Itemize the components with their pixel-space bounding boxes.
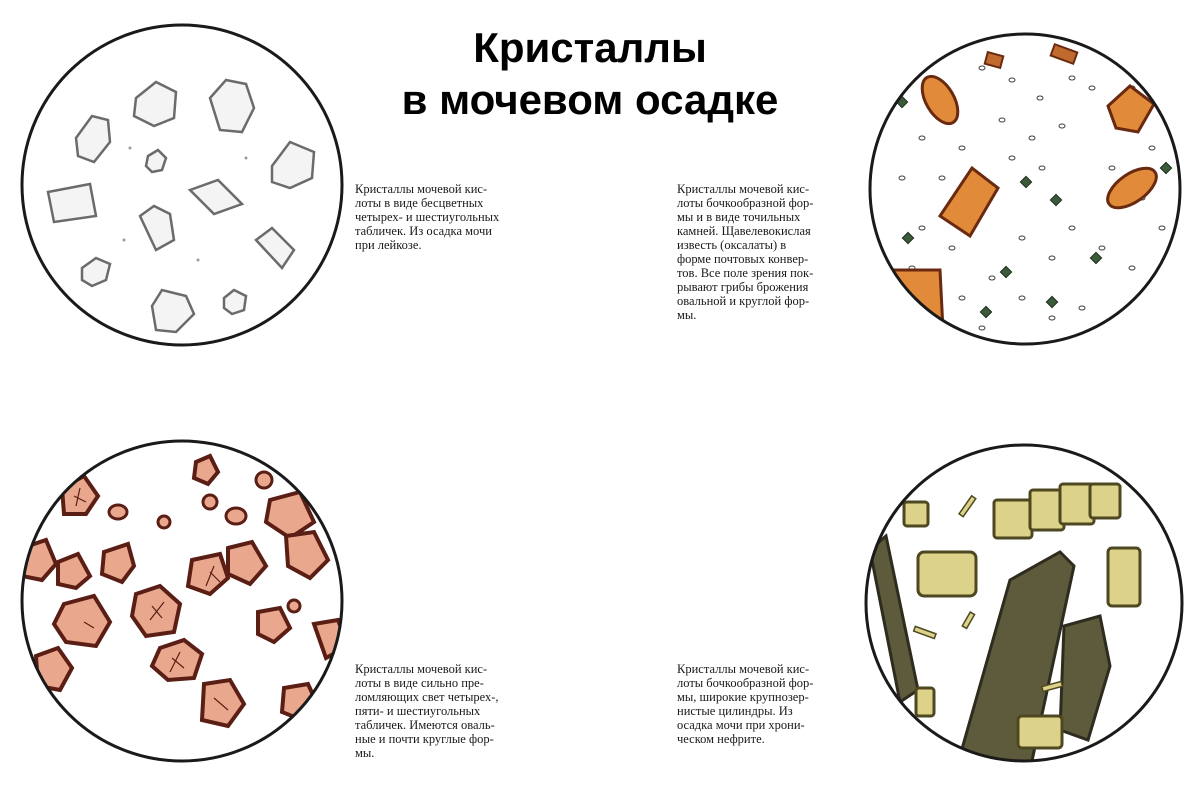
barrel-crystal bbox=[1018, 716, 1062, 748]
barrel-crystal bbox=[994, 500, 1032, 538]
plate-bottom-right bbox=[860, 440, 1188, 766]
barrel-crystal bbox=[876, 270, 944, 350]
crystal-oval bbox=[226, 508, 246, 524]
plate-top-right-caption: Кристаллы мочевой кис- лоты бочкообразной фор- мы и в виде точильных камней. Щавелевокислая известь (оксалаты) в форме почтовых конвер- тов. Все поле зрения пок- рывают грибы брожения овальной и круглой фор- мы. bbox=[677, 182, 814, 322]
barrel-crystal bbox=[1090, 484, 1120, 518]
page-title-line-2: в мочевом осадке bbox=[401, 76, 779, 123]
page-title bbox=[330, 22, 850, 126]
crystal-oval bbox=[109, 505, 127, 519]
microscope-field-refracting-crystals bbox=[14, 436, 350, 766]
plate-bottom-right-caption: Кристаллы мочевой кис- лоты бочкообразной фор- мы, широкие крупнозер- нистые цилиндры. Из осадка мочи при хрони- ческом нефрите. bbox=[677, 662, 814, 746]
microscope-field-colorless-crystals bbox=[14, 20, 350, 350]
plate-top-right bbox=[862, 28, 1188, 350]
barrel-crystal bbox=[918, 552, 976, 596]
plate-bottom-left bbox=[14, 436, 350, 766]
page-title-line-1: Кристаллы bbox=[473, 24, 707, 71]
microscope-field-cylinders bbox=[860, 440, 1188, 766]
plate-top-left-caption: Кристаллы мочевой кис- лоты в виде бесцветных четырех- и шестиугольных табличек. Из осадка мочи при лейкозе. bbox=[355, 182, 500, 252]
barrel-crystal bbox=[985, 52, 1004, 68]
crystal-oval bbox=[288, 600, 300, 612]
crystal-oval bbox=[158, 516, 170, 528]
crystal-oval bbox=[203, 495, 217, 509]
microscope-field-barrel-crystals-oxalates bbox=[862, 28, 1188, 350]
crystal-rectangle bbox=[48, 184, 96, 222]
barrel-crystal bbox=[916, 688, 934, 716]
crystal-oval bbox=[256, 472, 272, 488]
barrel-crystal bbox=[1108, 548, 1140, 606]
barrel-crystal bbox=[904, 502, 928, 526]
crystal-hexagon bbox=[282, 684, 318, 720]
plate-top-left bbox=[14, 20, 350, 350]
plate-bottom-left-caption: Кристаллы мочевой кис- лоты в виде сильно пре- ломляющих свет четырех-, пяти- и шестиугольных табличек. Имеются оваль- ные и почти круглые фор- мы. bbox=[355, 662, 499, 760]
